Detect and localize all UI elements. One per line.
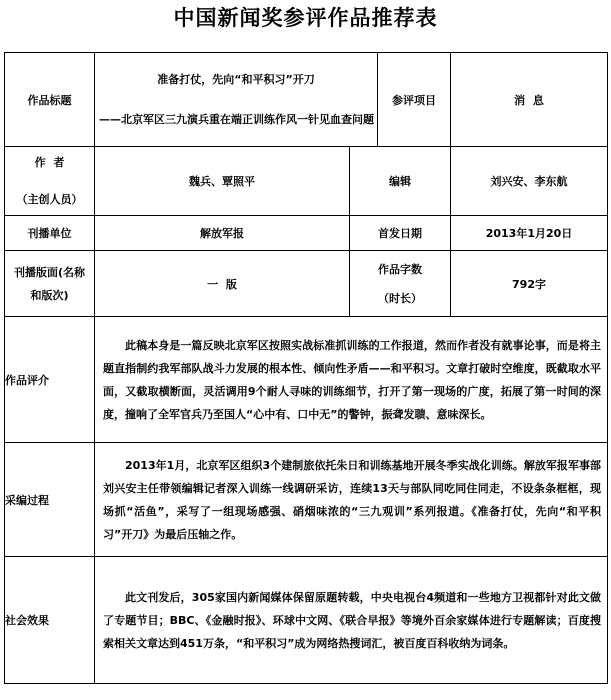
process-label: 采编过程 [5,443,95,557]
author-value: 魏兵、覃照平 [95,147,350,216]
work-title-subtitle: ——北京军区三九演兵重在端正训练作风一针见血查问题 [99,112,374,126]
row-author [5,147,608,216]
word-count-label-note: （时长） [378,291,422,305]
edition-value: 一 版 [95,251,350,317]
row-edition [5,251,608,317]
word-count-value: 792字 [451,251,608,317]
editor-label: 编辑 [350,147,451,216]
work-title-main: 准备打仗，先向“和平积习”开刀 [157,72,315,86]
first-date-value: 2013年1月20日 [451,216,608,251]
evaluation-label: 作品评介 [5,317,95,443]
impact-label: 社会效果 [5,557,95,684]
category-label: 参评项目 [378,53,451,147]
word-count-label-cell [350,251,451,317]
edition-label: 刊播版面(名称 [13,265,86,279]
word-count-label: 作品字数 [378,262,422,276]
impact-text: 此文刊发后，305家国内新闻媒体保留原题转载，中央电视台4频道和一些地方卫视都针对此文做了专题节目；BBC、《金融时报》、环球中文网、《联合早报》等境外百余家媒体进行专题解读；百度搜索相关文章达到451万条，“和平积习”成为网络热搜词汇，被百度百科收纳为词条。 [103,590,602,650]
row-work-title [5,53,608,147]
row-publisher [5,216,608,251]
impact-cell [95,557,608,684]
editor-value: 刘兴安、李东航 [451,147,608,216]
first-date-label: 首发日期 [350,216,451,251]
category-value: 消 息 [451,53,608,147]
row-process [5,443,608,557]
author-label-cell [5,147,95,216]
edition-label-cell [5,251,95,317]
recommendation-form-table [4,52,608,684]
process-cell [95,443,608,557]
publisher-value: 解放军报 [95,216,350,251]
evaluation-cell [95,317,608,443]
publisher-label: 刊播单位 [5,216,95,251]
row-evaluation [5,317,608,443]
evaluation-text: 此稿本身是一篇反映北京军区按照实战标准抓训练的工作报道，然而作者没有就事论事，而是将主题直指制约我军部队战斗力发展的根本性、倾向性矛盾——和平积习。文章打破时空维度，既截取水平面，又截取横断面，灵活调用9个耐人寻味的训练细节，打开了第一现场的广度，拓展了第一时间的深度，撞响了全军官兵乃至国人“心中有、口中无”的警钟，振聋发聩、意味深长。 [103,338,602,421]
work-title-label: 作品标题 [5,53,95,147]
process-text: 2013年1月，北京军区组织3个建制旅依托朱日和训练基地开展冬季实战化训练。解放军报军事部刘兴安主任带领编辑记者深入训练一线调研采访，连续13天与部队同吃同住同走，不设条条框框，现场抓“活鱼”，采写了一组现场感强、硝烟味浓的“三九观训”系列报道。《准备打仗，先向“和平积习”开刀》为最后压轴之作。 [103,458,602,541]
author-label-note: （主创人员） [16,193,83,206]
row-impact [5,557,608,684]
document-title: 中国新闻奖参评作品推荐表 [173,5,438,30]
work-title-cell [95,53,378,147]
author-label: 作 者 [34,156,65,169]
edition-label-note: 和版次) [30,288,69,302]
